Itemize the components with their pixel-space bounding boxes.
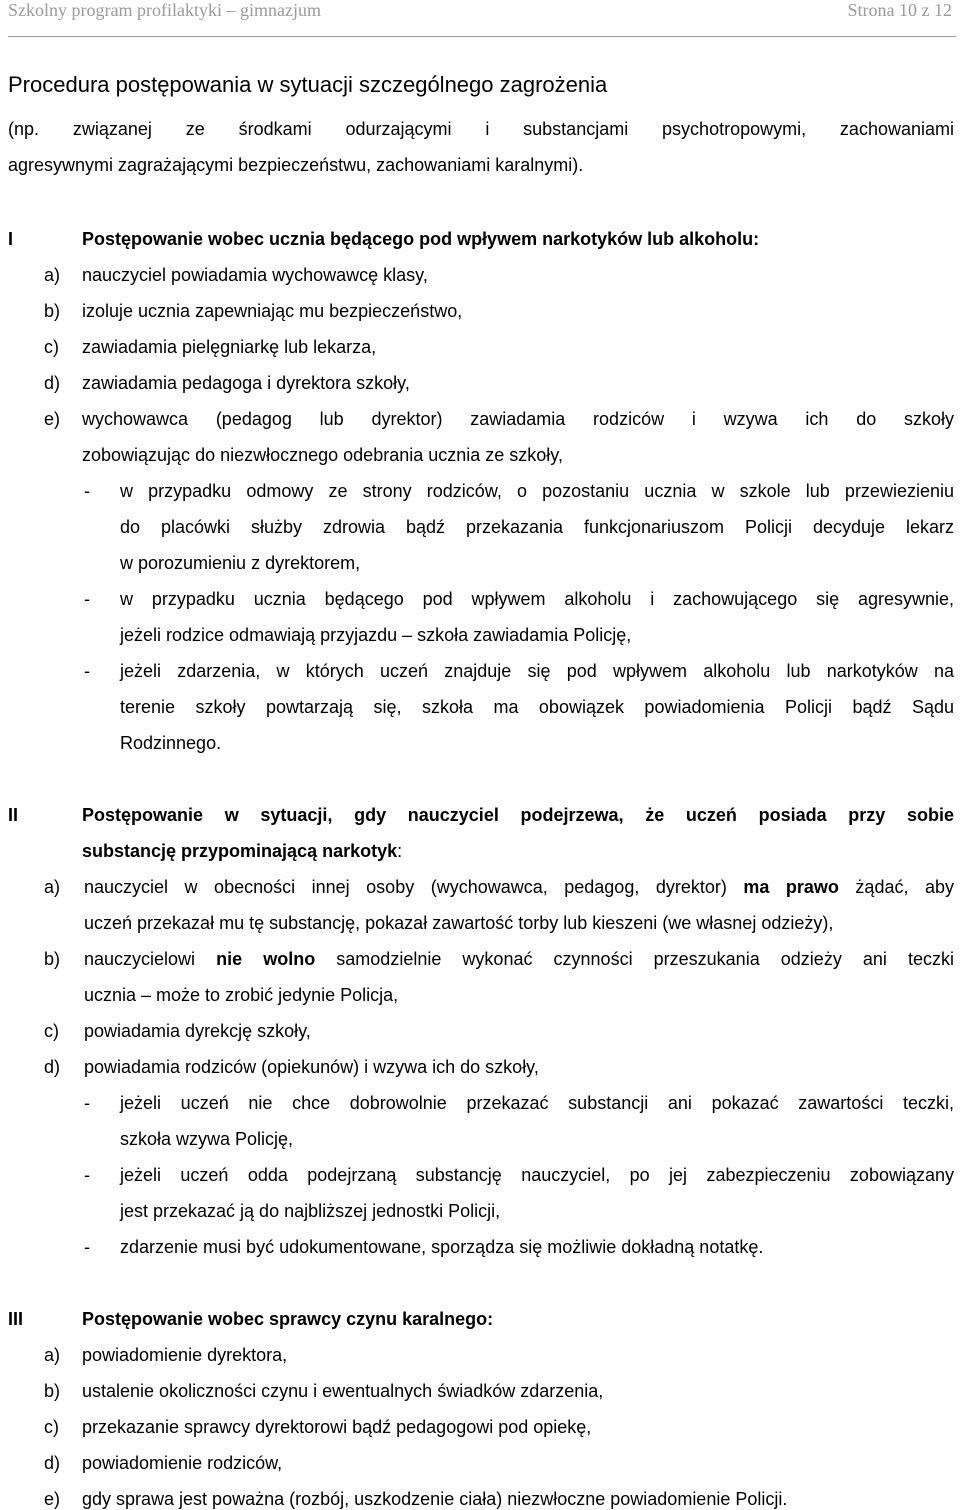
section-1-number: I [8,229,14,249]
section-1-dash-1: - [84,481,90,501]
procedure-subtitle-line-2: agresywnymi zagrażającymi bezpieczeństwu, zachowaniami karalnymi). [8,155,584,175]
section-3-item-d-label: d) [44,1453,61,1473]
section-2-item-b-line-1 [84,948,954,970]
section-2-item-a-line-2: uczeń przekazał mu tę substancję, pokazał zawartość torby lub kieszeni (we własnej odzieży), [84,913,834,933]
section-3-item-c: przekazanie sprawcy dyrektorowi bądź pedagogowi pod opiekę, [82,1417,592,1437]
page-header [8,0,956,37]
section-2-number: II [8,805,19,825]
section-3-item-e-label: e) [44,1489,61,1509]
section-1-subitem-1-line-2: do placówki służby zdrowia bądź przekazania funkcjonariuszom Policji decyduje lekarz [120,517,954,537]
section-1-dash-2: - [84,589,90,609]
header-document-title: Szkolny program profilaktyki – gimnazjum [8,0,321,20]
section-1-subitem-1-line-1: w przypadku odmowy ze strony rodziców, o pozostaniu ucznia w szkole lub przewiezieniu [120,481,954,501]
section-2-item-a-text-1: nauczyciel w obecności innej osoby (wychowawca, pedagog, dyrektor) [84,877,744,897]
section-1-item-e: wychowawca (pedagog lub dyrektor) zawiadamia rodziców i wzywa ich do szkoły [82,409,954,429]
section-2-heading-colon: : [397,841,403,861]
section-2-item-b-label: b) [44,949,61,969]
section-2-item-b-emphasis: nie wolno [216,949,316,969]
section-2-item-b-text-2: samodzielnie wykonać czynności przeszukania odzieży ani teczki [315,949,954,969]
section-1-heading: Postępowanie wobec ucznia będącego pod wpływem narkotyków lub alkoholu: [82,229,760,249]
section-3-item-a-label: a) [44,1345,61,1365]
section-1-item-c: zawiadamia pielęgniarkę lub lekarza, [82,337,377,357]
section-2-item-c-label: c) [44,1021,59,1041]
section-3-number: III [8,1309,24,1329]
section-1-item-a-label: a) [44,265,61,285]
section-2-item-b-line-2: ucznia – może to zrobić jedynie Policja, [84,985,399,1005]
section-2-item-a-text-2: żądać, aby [838,877,954,897]
section-2-dash-3: - [84,1237,90,1257]
section-2-subitem-1-line-1: jeżeli uczeń nie chce dobrowolnie przekazać substancji ani pokazać zawartości teczki, [120,1093,954,1113]
section-2-heading-emphasis: substancję przypominającą narkotyk [82,841,398,861]
section-1-subitem-3-line-1: jeżeli zdarzenia, w których uczeń znajduje się pod wpływem alkoholu lub narkotyków na [120,661,954,681]
section-3-item-d: powiadomienie rodziców, [82,1453,283,1473]
section-3-item-b-label: b) [44,1381,61,1401]
section-1-item-a: nauczyciel powiadamia wychowawcę klasy, [82,265,428,285]
header-page-number: Strona 10 z 12 [847,0,952,20]
section-3-item-c-label: c) [44,1417,59,1437]
section-1-subitem-2-line-2: jeżeli rodzice odmawiają przyjazdu – szkoła zawiadamia Policję, [120,625,632,645]
section-2-heading-line-1: Postępowanie w sytuacji, gdy nauczyciel podejrzewa, że uczeń posiada przy sobie [82,805,954,825]
section-2-item-a-label: a) [44,877,61,897]
section-2-subitem-3-line-1: zdarzenie musi być udokumentowane, sporządza się możliwie dokładną notatkę. [120,1237,764,1257]
section-1-item-d: zawiadamia pedagoga i dyrektora szkoły, [82,373,410,393]
section-1-item-e-continuation: zobowiązując do niezwłocznego odebrania ucznia ze szkoły, [82,445,563,465]
section-3-item-b: ustalenie okoliczności czynu i ewentualnych świadków zdarzenia, [82,1381,604,1401]
section-2-item-d: powiadamia rodziców (opiekunów) i wzywa ich do szkoły, [84,1057,539,1077]
section-1-subitem-3-line-3: Rodzinnego. [120,733,222,753]
section-3-heading: Postępowanie wobec sprawcy czynu karalnego: [82,1309,494,1329]
section-1-subitem-1-line-3: w porozumieniu z dyrektorem, [120,553,361,573]
section-2-item-a-line-1 [84,876,954,898]
section-2-item-c: powiadamia dyrekcję szkoły, [84,1021,311,1041]
section-2-subitem-2-line-2: jest przekazać ją do najbliższej jednostki Policji, [120,1201,501,1221]
section-1-item-c-label: c) [44,337,59,357]
section-2-dash-1: - [84,1093,90,1113]
procedure-subtitle-line-1: (np. związanej ze środkami odurzającymi i substancjami psychotropowymi, zachowaniami [8,119,954,139]
section-1-subitem-2-line-1: w przypadku ucznia będącego pod wpływem alkoholu i zachowującego się agresywnie, [120,589,954,609]
section-1-subitem-3-line-2: terenie szkoły powtarzają się, szkoła ma obowiązek powiadomienia Policji bądź Sądu [120,697,954,717]
section-2-item-d-label: d) [44,1057,61,1077]
section-3-item-a: powiadomienie dyrektora, [82,1345,288,1365]
section-2-heading-line-2 [82,840,402,862]
section-2-item-b-text-1: nauczycielowi [84,949,217,969]
section-1-dash-3: - [84,661,90,681]
section-2-subitem-2-line-1: jeżeli uczeń odda podejrzaną substancję nauczyciel, po jej zabezpieczeniu zobowiązany [120,1165,954,1185]
procedure-title: Procedura postępowania w sytuacji szczególnego zagrożenia [8,72,608,97]
section-2-subitem-1-line-2: szkoła wzywa Policję, [120,1129,294,1149]
section-2-item-a-emphasis: ma prawo [743,877,839,897]
section-1-item-b: izoluje ucznia zapewniając mu bezpieczeństwo, [82,301,463,321]
section-2-dash-2: - [84,1165,90,1185]
section-1-item-b-label: b) [44,301,61,321]
section-1-item-d-label: d) [44,373,61,393]
section-3-item-e: gdy sprawa jest poważna (rozbój, uszkodzenie ciała) niezwłoczne powiadomienie Policji. [82,1489,788,1509]
section-1-item-e-label: e) [44,409,61,429]
